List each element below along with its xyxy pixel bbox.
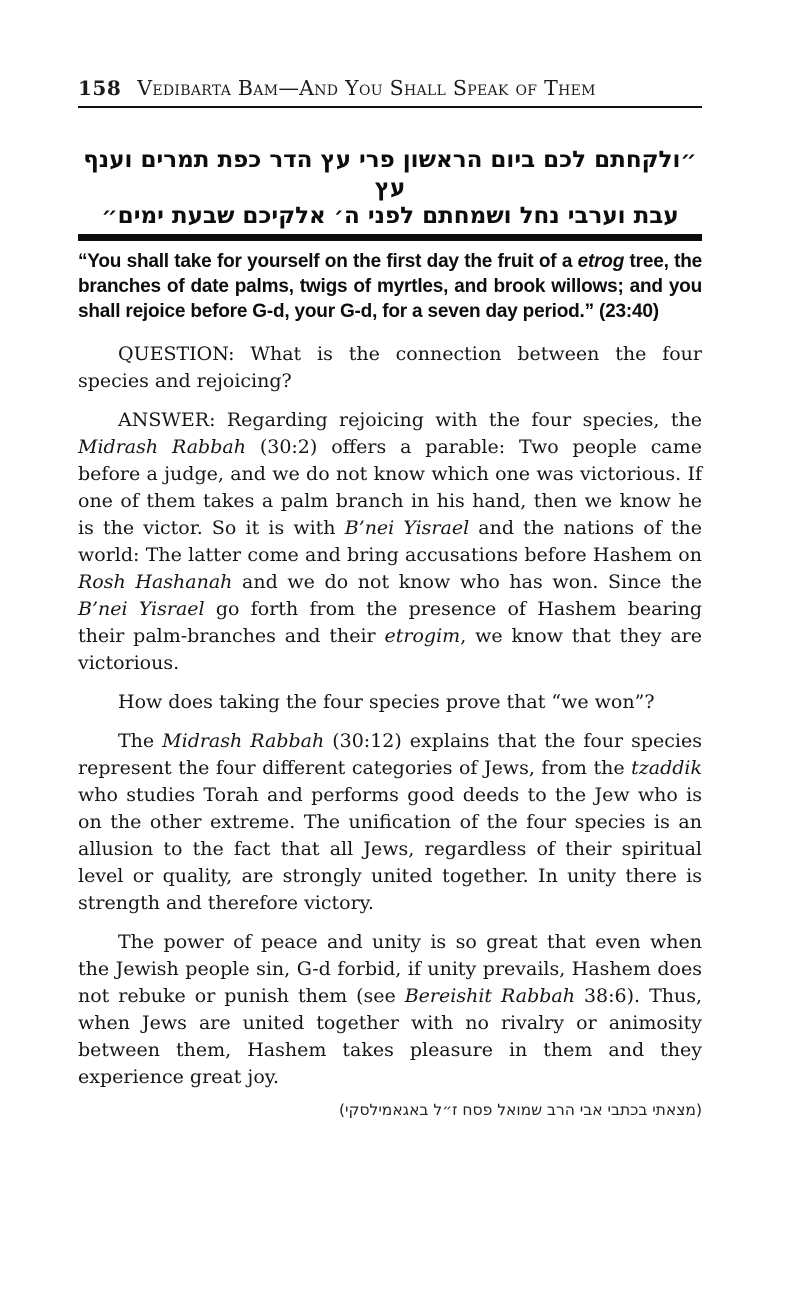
hebrew-verse [78, 146, 702, 230]
verse-translation: “You shall take for yourself on the first day the fruit of a etrog tree, the branches of date palms, twigs of myrtles, and brook willows; and you shall rejoice before G-d, your G-d, for a seven day period.” (23:40) [78, 251, 702, 322]
paragraph-power-of-peace: The power of peace and unity is so great that even when the Jewish people sin, G-d forbid, if unity prevails, Hashem does not rebuke or punish them (see Bereishit Rabbah 38:6). Thus, when Jews are united together with no rivalry or animosity between them, Hashem takes pleasure in them and they experience great joy. [78, 931, 703, 1088]
paragraph-answer: ANSWER: Regarding rejoicing with the four species, the Midrash Rabbah (30:2) offers a parable: Two people came before a judge, and we do not know which one was victorious. If one of them takes a palm branch in his hand, then we know he is the victor. So it is with B’nei Yisrael and the nations of the world: The latter come and bring accusations before Hashem on Rosh Hashanah and we do not know who has won. Since the B’nei Yisrael go forth from the presence of Hashem bearing their palm-branches and their etrogim, we know that they are victorious. [78, 409, 703, 674]
hebrew-verse-line-2: עבת וערבי נחל ושמחתם לפני ה׳ אלקיכם שבעת ימים״ [101, 203, 679, 229]
running-header [78, 76, 702, 100]
hebrew-verse-line-1: ״ולקחתם לכם ביום הראשון פרי עץ הדר כפת תמרים וענף עץ [83, 147, 697, 201]
hebrew-attribution: (מצאתי בכתבי אבי הרב שמואל פסח ז״ל באגאמילסקי) [338, 1101, 702, 1119]
running-title: Vedibarta Bam—And You Shall Speak of Them [137, 76, 596, 100]
text-block [78, 76, 702, 1119]
header-rule [78, 106, 702, 108]
verse-divider-rule [78, 234, 702, 241]
paragraph-midrash-30-12: The Midrash Rabbah (30:12) explains that the four species represent the four different categories of Jews, from the tzaddik who studies Torah and performs good deeds to the Jew who is on the other extreme. The unification of the four species is an allusion to the fact that all Jews, regardless of their spiritual level or quality, are strongly united together. In unity there is strength and therefore victory. [78, 730, 702, 914]
page-number: 158 [78, 76, 122, 100]
paragraph-question: QUESTION: What is the connection between the four species and rejoicing? [78, 343, 702, 392]
commentary-body [78, 341, 702, 1091]
paragraph-how-does: How does taking the four species prove that “we won”? [118, 691, 655, 713]
